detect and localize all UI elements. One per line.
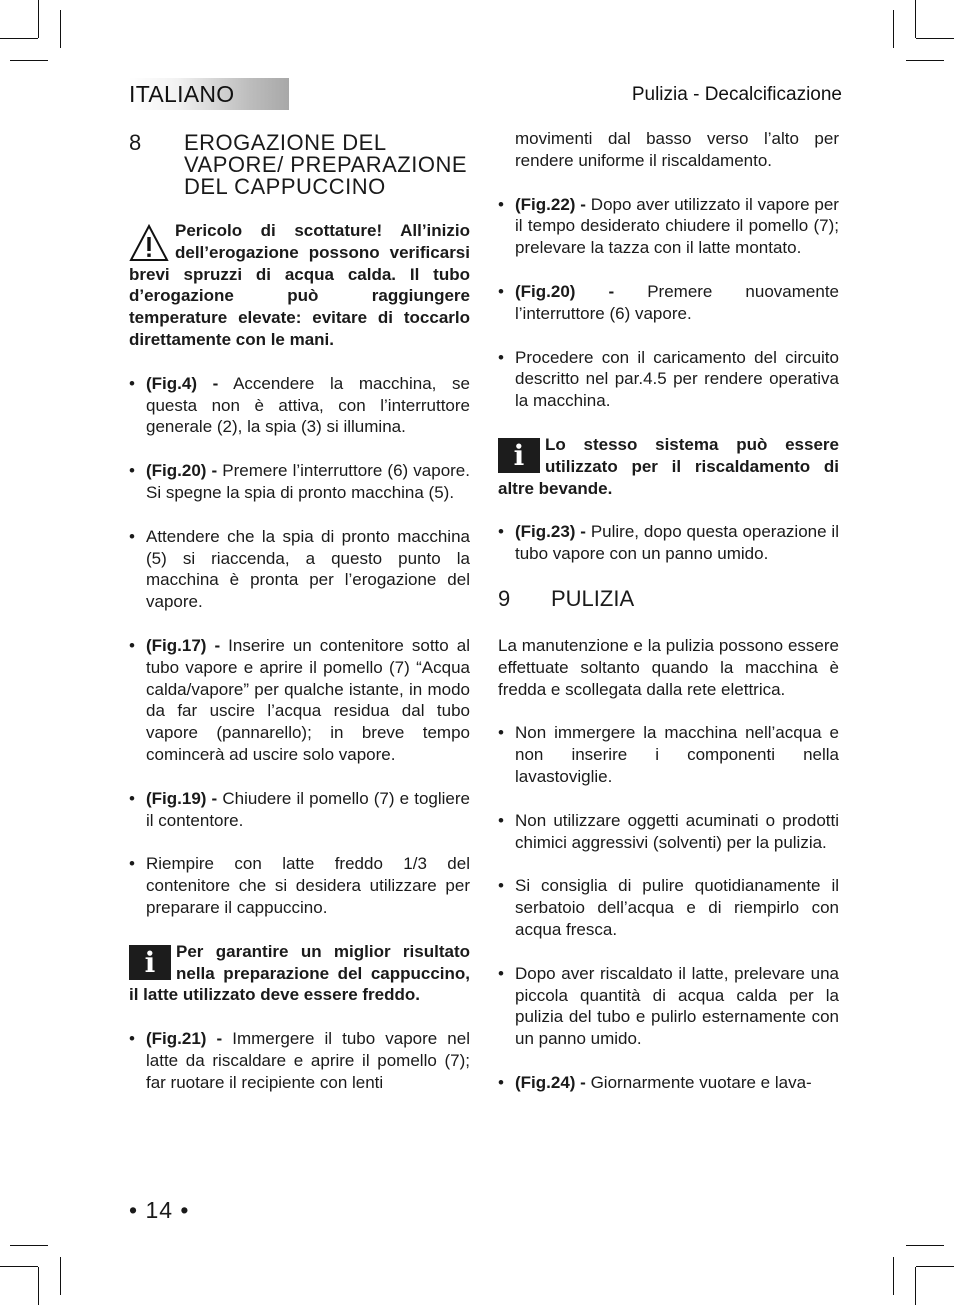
cleaning-intro: La manutenzione e la pulizia possono essere effettuate soltanto quando la macchina è fredda e scollegata dalla rete elettrica. [498,635,839,699]
bullet: • [129,788,135,808]
fig-ref: (Fig.20) - [146,461,218,481]
steps-list-2 [129,1028,470,1093]
list-item [498,722,839,787]
steps-list-3 [498,194,839,412]
list-item [498,810,839,854]
list-item [498,963,839,1050]
list-item [498,281,839,325]
heading-9 [498,587,839,611]
item-text: Attendere che la spia di pronto macchina (5) si riaccenda, a questo punto la macchina è pronta per l’erogazione del vapore. [146,526,470,612]
heading-text: PULIZIA [551,585,635,611]
list-item [129,853,470,918]
warning-note [129,220,470,351]
list-item [129,635,470,766]
bullet: • [129,526,135,546]
info-text: Lo stesso sistema può essere utilizzato per il riscaldamento di altre bevande. [498,434,839,498]
item-text: Accendere la macchina, se questa non è attiva, con l’interruttore generale (2), la spia (3) si illumina. [146,373,470,437]
info-note [129,941,470,1006]
bullet: • [498,347,504,367]
bullet: • [498,1072,504,1092]
cleaning-list [498,722,839,1093]
bullet: • [498,522,504,542]
fig-ref: (Fig.23) - [515,522,586,542]
item-text: Non utilizzare oggetti acuminati o prodotti chimici aggressivi (solventi) per la pulizia. [515,810,839,852]
item-text: Chiudere il pomello (7) e togliere il contentore. [146,788,470,830]
fig-ref: (Fig.4) - [146,373,219,393]
bullet: • [129,373,135,393]
steps-list [129,373,470,919]
bullet: • [498,810,504,830]
steps-list-4 [498,521,839,565]
bullet: • [498,876,504,896]
heading-number: 9 [498,585,511,611]
heading-text: EROGAZIONE DEL VAPORE/ PREPARAZIONE DEL CAPPUCCINO [184,130,468,199]
list-item [129,526,470,613]
item-text: Procedere con il caricamento del circuito descritto nel par.4.5 per rendere operativa la macchina. [515,347,839,411]
info-note-2 [498,434,839,499]
warning-text: Pericolo di scottature! All’inizio dell’erogazione possono verificarsi brevi spruzzi di acqua calda. Il tubo d’erogazione può raggiungere temperature elevate: evitare di toccarlo direttamente con le mani. [129,221,470,349]
right-column [498,128,839,1116]
item-text: Dopo aver riscaldato il latte, prelevare una piccola quantità di acqua calda per la pulizia del tubo e pulirlo esternamente con un panno umido. [515,963,839,1049]
list-item [129,460,470,504]
bullet: • [498,194,504,214]
item-text: Inserire un contenitore sotto al tubo vapore e aprire il pomello (7) “Acqua calda/vapore” per qualche istante, in modo da far uscire l’acqua residua dal tubo vapore (pannarello); in breve tempo comincerà ad uscire solo vapore. [146,635,470,764]
item-text: Premere nuovamente l’interruttore (6) vapore. [515,281,839,323]
list-item [498,521,839,565]
item-text: Dopo aver utilizzato il vapore per il tempo desiderato chiudere il pomello (7); prelevare la tazza con il latte montato. [515,194,839,258]
list-item [498,347,839,412]
list-item [129,788,470,832]
fig-ref: (Fig.17) - [146,635,221,655]
page-number: • 14 • [129,1197,190,1223]
section-title: Pulizia - Decalcificazione [631,84,842,105]
bullet: • [129,1029,135,1049]
list-item [129,373,470,438]
bullet: • [498,963,504,983]
heading-number: 8 [129,130,142,155]
heading-8 [129,132,470,198]
bullet: • [129,854,135,874]
list-item [498,875,839,940]
fig-ref: (Fig.24) - [515,1072,586,1092]
item-text: Pulire, dopo questa operazione il tubo vapore con un panno umido. [515,522,839,564]
language-label: ITALIANO [129,81,235,107]
continued-text: movimenti dal basso verso l’alto per rendere uniforme il riscaldamento. [515,129,839,170]
bullet: • [498,281,504,301]
item-text: Giornarmente vuotare e lava- [590,1072,812,1092]
item-text: Immergere il tubo vapore nel latte da riscaldare e aprire il pomello (7); far ruotare il recipiente con lenti [146,1029,470,1092]
item-text: Riempire con latte freddo 1/3 del contenitore che si desidera utilizzare per preparare il cappuccino. [146,854,470,917]
item-text: Premere l’interruttore (6) vapore. Si spegne la spia di pronto macchina (5). [146,461,470,502]
fig-ref: (Fig.20) - [515,281,615,301]
fig-ref: (Fig.22) - [515,194,586,214]
bullet: • [129,635,135,655]
left-column [129,128,470,1116]
list-item [498,1072,839,1094]
info-icon: i [129,945,171,980]
info-icon: i [498,438,540,473]
bullet: • [129,461,135,481]
list-item [129,1028,470,1093]
warning-icon [129,223,169,263]
item-text: Non immergere la macchina nell’acqua e non inserire i componenti nella lavastoviglie. [515,723,839,786]
info-text: Per garantire un miglior risultato nella preparazione del cappuccino, il latte utilizzato deve essere freddo. [129,941,470,1005]
fig-ref: (Fig.19) - [146,788,218,808]
fig-ref: (Fig.21) - [146,1029,223,1049]
list-item [498,194,839,259]
item-text: Si consiglia di pulire quotidianamente il serbatoio dell’acqua e di riempirlo con acqua fresca. [515,876,839,939]
bullet: • [498,723,504,743]
